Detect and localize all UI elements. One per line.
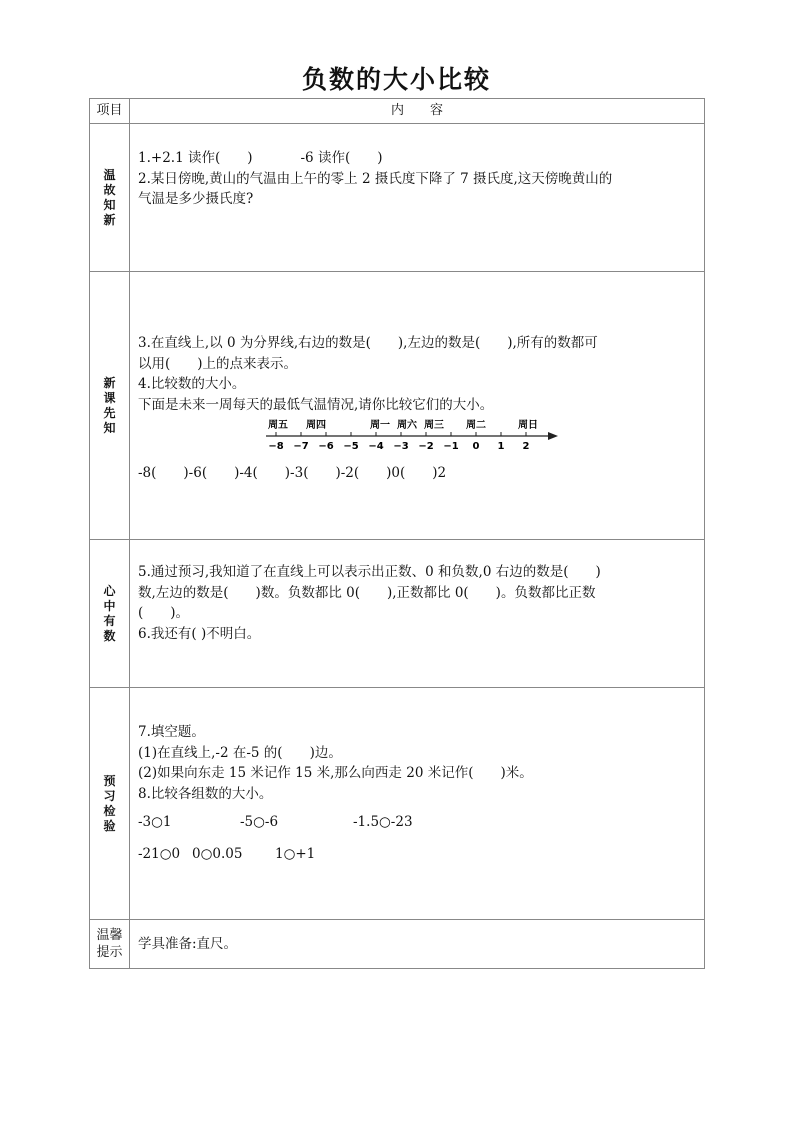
compare-row-1 [138, 812, 698, 833]
section-label [90, 688, 130, 920]
section-label-text: 新课先知 [103, 375, 116, 435]
question-2-line2: 气温是多少摄氏度? [138, 191, 254, 207]
number-line-tick-label: −3 [393, 441, 409, 452]
compare-item: 1○+1 [275, 845, 316, 862]
compare-item: 0○0.05 [192, 845, 243, 862]
number-line-day-label: 周三 [424, 420, 444, 431]
number-line-tick-label: 0 [472, 441, 480, 452]
section-label [90, 920, 130, 969]
number-line-figure [266, 419, 566, 459]
compare-row-2 [138, 844, 698, 865]
compare-item: -21○0 [138, 845, 181, 862]
worksheet-table [89, 98, 705, 969]
question-2-line1: 2.某日傍晚,黄山的气温由上午的零上 2 摄氏度下降了 7 摄氏度,这天傍晚黄山的 [138, 170, 613, 187]
section-review [90, 124, 705, 272]
compare-chain: -8( )-6( )-4( )-3( )-2( )0( )2 [138, 465, 447, 481]
tip-text: 学具准备:直尺。 [138, 935, 238, 952]
section-content [130, 540, 705, 688]
question-8: 8.比较各组数的大小。 [138, 785, 273, 802]
section-check [90, 688, 705, 920]
number-line-day-label: 周二 [466, 420, 486, 431]
number-line-day-label: 周六 [397, 420, 417, 431]
section-label-text: 温故知新 [103, 167, 116, 227]
section-label [90, 272, 130, 540]
compare-item: -5○-6 [240, 814, 279, 830]
number-line-tick-label: −1 [443, 441, 459, 452]
number-line-tick-label: 2 [522, 441, 530, 452]
section-label [90, 540, 130, 688]
page-title: 负数的大小比较 [301, 65, 491, 94]
tip-label-line1: 温馨 [96, 928, 123, 943]
table-header-row [90, 99, 705, 124]
section-tip [90, 920, 705, 969]
number-line-tick-label: −6 [318, 441, 334, 452]
section-content [130, 688, 705, 920]
number-line-tick-label: −5 [343, 441, 359, 452]
question-1b: -6 读作( ) [300, 150, 383, 166]
question-5-line2: 数,左边的数是( )数。负数都比 0( ),正数都比 0( )。负数都比正数 [138, 584, 596, 601]
question-5-line1: 5.通过预习,我知道了在直线上可以表示出正数、0 和负数,0 右边的数是( ) [138, 564, 601, 580]
header-content: 内 容 [130, 99, 705, 124]
section-preview [90, 272, 705, 540]
question-1a: 1.+2.1 读作( ) [138, 150, 253, 166]
question-4: 4.比较数的大小。 [138, 376, 246, 392]
number-line-tick-label: −7 [293, 441, 309, 452]
section-content [130, 272, 705, 540]
number-line-day-label: 周一 [370, 420, 390, 431]
section-label-text: 预习检验 [103, 773, 116, 833]
question-3-line1: 3.在直线上,以 0 为分界线,右边的数是( ),左边的数是( ),所有的数都可 [138, 335, 598, 351]
number-line-day-label: 周五 [268, 420, 288, 431]
question-1 [138, 148, 698, 169]
question-7-2: (2)如果向东走 15 米记作 15 米,那么向西走 20 米记作( )米。 [138, 765, 533, 781]
arrow-right-icon [548, 432, 558, 440]
compare-item: -1.5○-23 [353, 814, 413, 830]
number-line-tick-label: 1 [497, 441, 505, 452]
question-3-line2: 以用( )上的点来表示。 [138, 355, 298, 372]
section-summary [90, 540, 705, 688]
section-label [90, 124, 130, 272]
question-5-line3: ( )。 [138, 605, 190, 621]
compare-item: -3○1 [138, 814, 172, 830]
question-6: 6.我还有( )不明白。 [138, 625, 261, 642]
number-line-tick-label: −4 [368, 441, 384, 452]
number-line-tick-label: −8 [268, 441, 284, 452]
section-content [130, 920, 705, 969]
tip-label-line2: 提示 [96, 945, 123, 960]
number-line-tick-label: −2 [418, 441, 434, 452]
question-7-1: (1)在直线上,-2 在-5 的( )边。 [138, 744, 342, 761]
number-line-day-label: 周日 [518, 420, 538, 431]
section-content [130, 124, 705, 272]
header-item: 项目 [90, 99, 130, 124]
number-line-day-label: 周四 [306, 420, 326, 431]
section-label-text: 心中有数 [103, 583, 116, 643]
question-4-desc: 下面是未来一周每天的最低气温情况,请你比较它们的大小。 [138, 396, 494, 413]
question-7: 7.填空题。 [138, 724, 205, 740]
